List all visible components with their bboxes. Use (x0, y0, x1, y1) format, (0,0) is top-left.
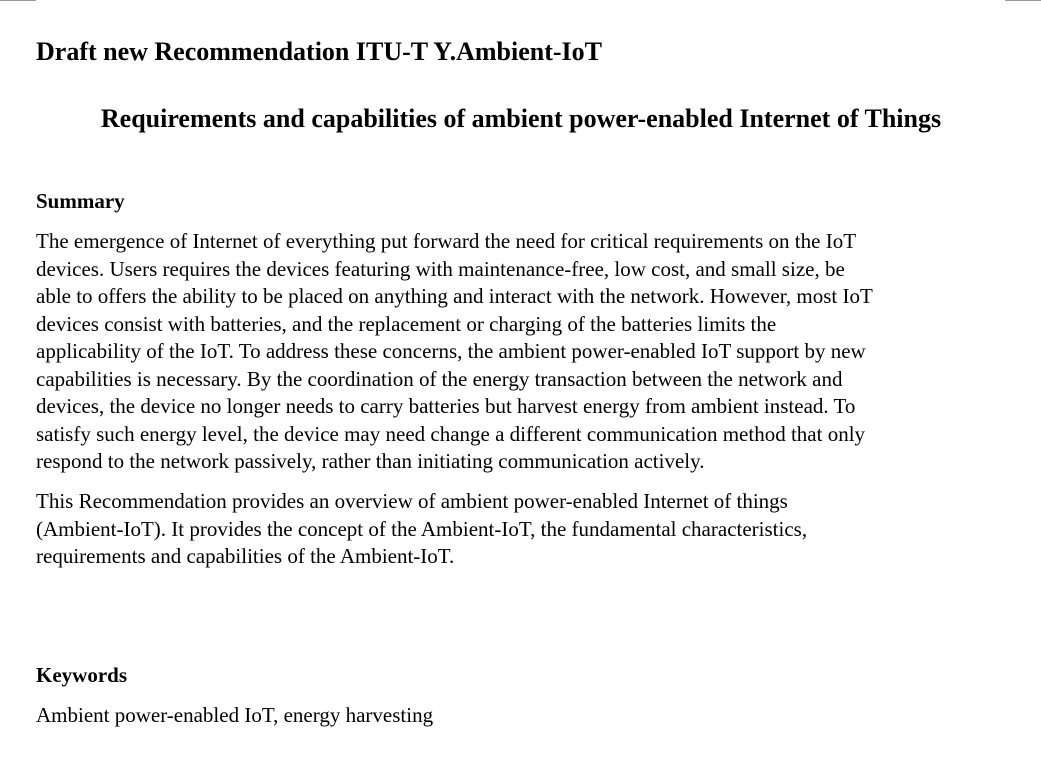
paragraph-line: capabilities is necessary. By the coordination of the energy transaction between the network and (36, 366, 843, 391)
paragraph-line: requirements and capabilities of the Ambient-IoT. (36, 544, 455, 568)
keywords-text: Ambient power-enabled IoT, energy harvesting (36, 703, 434, 727)
paragraph-line: The emergence of Internet of everything put forward the need for critical requirements on the IoT (36, 229, 857, 253)
crop-mark-right (1005, 0, 1041, 1)
paragraph-line: applicability of the IoT. To address these concerns, the ambient power-enabled IoT support by new (36, 339, 866, 363)
paragraph-line: devices consist with batteries, and the replacement or charging of the batteries limits the (36, 311, 777, 336)
paragraph-line: respond to the network passively, rather than initiating communication actively. (36, 449, 705, 473)
summary-paragraph-1 (36, 228, 873, 476)
crop-mark-left (0, 0, 36, 1)
paragraph-line: satisfy such energy level, the device may need change a different communication method that only (36, 421, 866, 446)
document-identifier: Draft new Recommendation ITU-T Y.Ambient-IoT (36, 37, 602, 66)
paragraph-line: This Recommendation provides an overview of ambient power-enabled Internet of things (36, 489, 788, 513)
keywords-heading: Keywords (36, 663, 127, 687)
paragraph-line: (Ambient-IoT). It provides the concept of the Ambient-IoT, the fundamental characteristics, (36, 516, 808, 541)
summary-heading: Summary (36, 189, 125, 213)
document-title: Requirements and capabilities of ambient power-enabled Internet of Things (100, 104, 942, 133)
summary-paragraph-2 (36, 488, 807, 571)
paragraph-line: devices. Users requires the devices featuring with maintenance-free, low cost, and small size, be (36, 256, 845, 281)
paragraph-line: devices, the device no longer needs to carry batteries but harvest energy from ambient instead. To (36, 394, 856, 418)
paragraph-line: able to offers the ability to be placed on anything and interact with the network. However, most IoT (36, 284, 873, 308)
